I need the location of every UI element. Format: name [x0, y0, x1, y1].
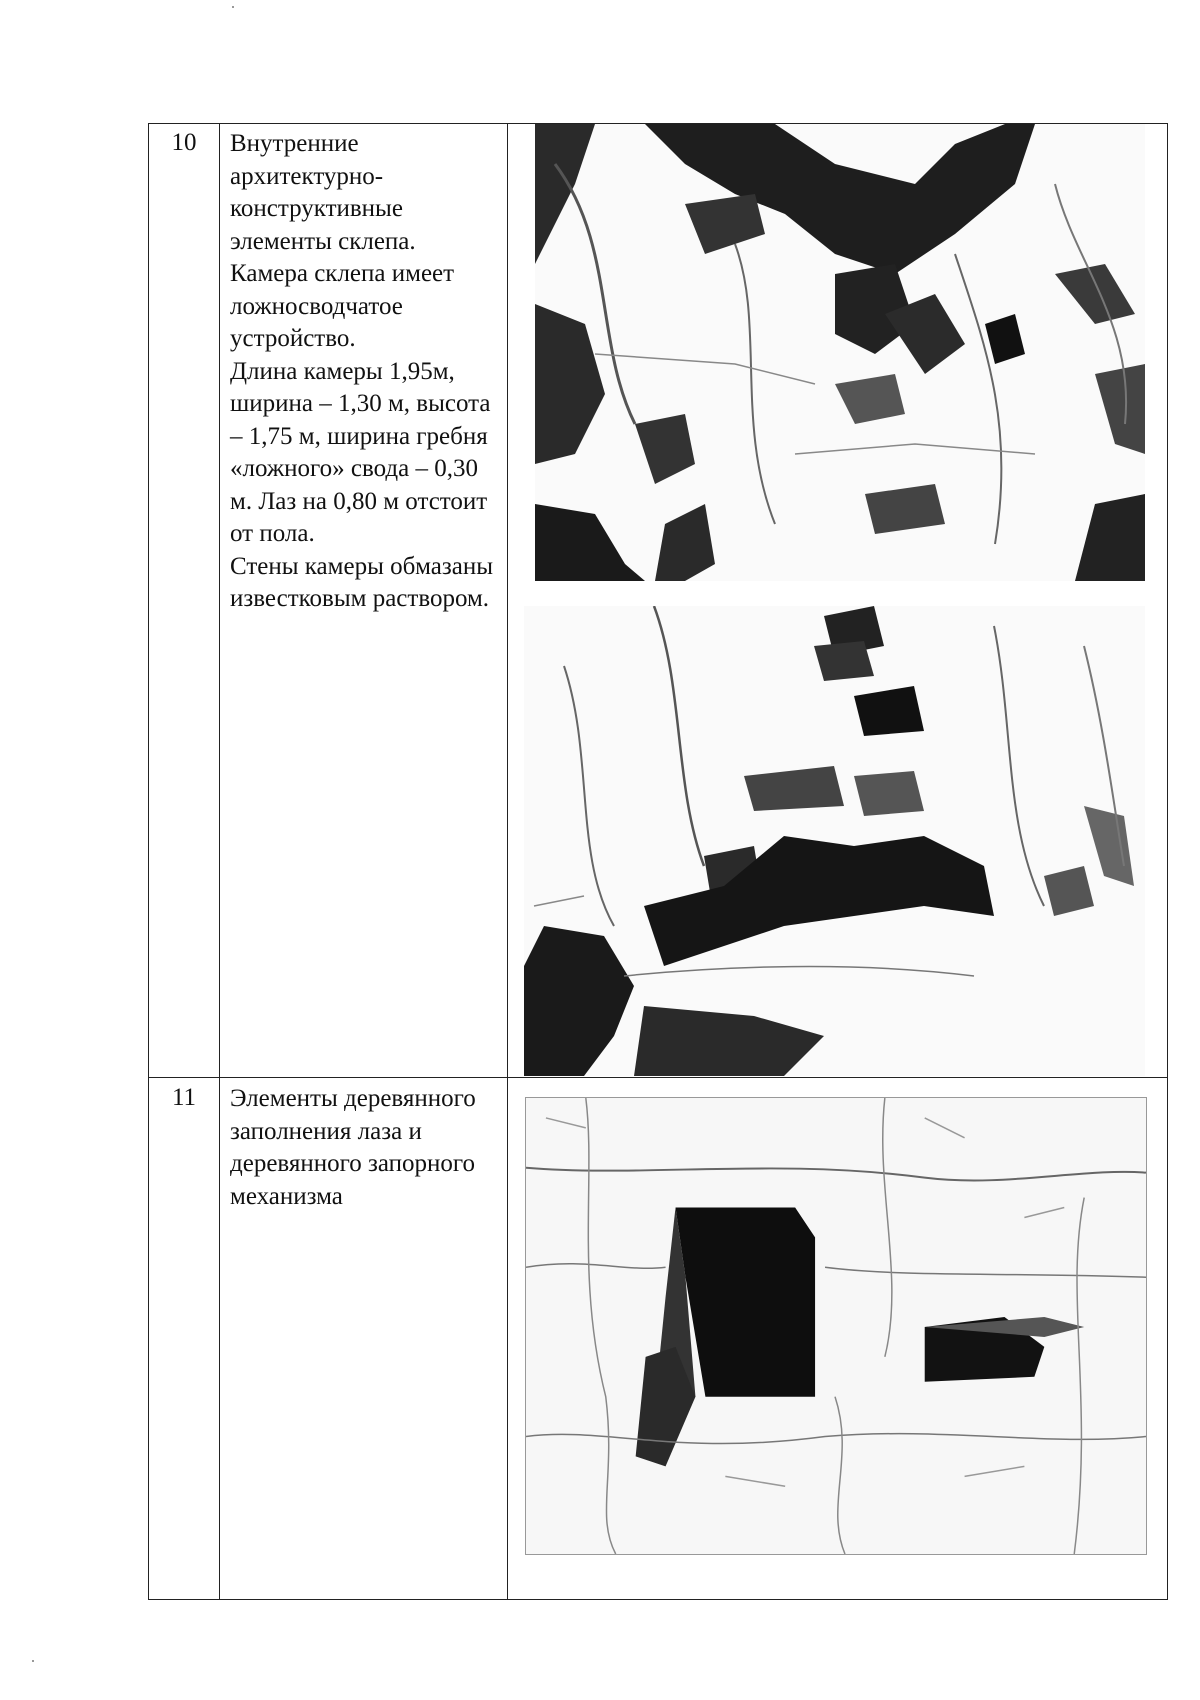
column-divider	[507, 124, 508, 1599]
scan-speck	[232, 6, 234, 8]
column-divider	[219, 124, 220, 1599]
entrance-opening-image	[526, 1098, 1146, 1554]
entrance-opening-photo	[525, 1097, 1147, 1555]
vault-chamber-wall-image	[524, 606, 1145, 1076]
row-description: Внутренние архитектурно-конструктивные элементы склепа. Камера склепа имеет ложносводчатое устройство. Длина камеры 1,95м, ширина – 1,30 м, высота – 1,75 м, ширина гребня «ложного» свода – 0,30 м. Лаз на 0,80 м отстоит от пола. Стены камеры обмазаны известковым раствором.	[230, 130, 493, 612]
row-number: 10	[171, 129, 197, 156]
vault-ceiling-photo	[535, 124, 1145, 581]
scan-speck	[32, 1660, 34, 1662]
monument-description-table	[148, 123, 1168, 1600]
row-divider	[149, 1077, 1167, 1078]
row-number: 11	[171, 1084, 197, 1111]
vault-ceiling-image	[535, 124, 1145, 581]
row-description: Элементы деревянного заполнения лаза и деревянного запорного механизма	[230, 1085, 476, 1210]
vault-chamber-wall-photo	[524, 606, 1145, 1076]
